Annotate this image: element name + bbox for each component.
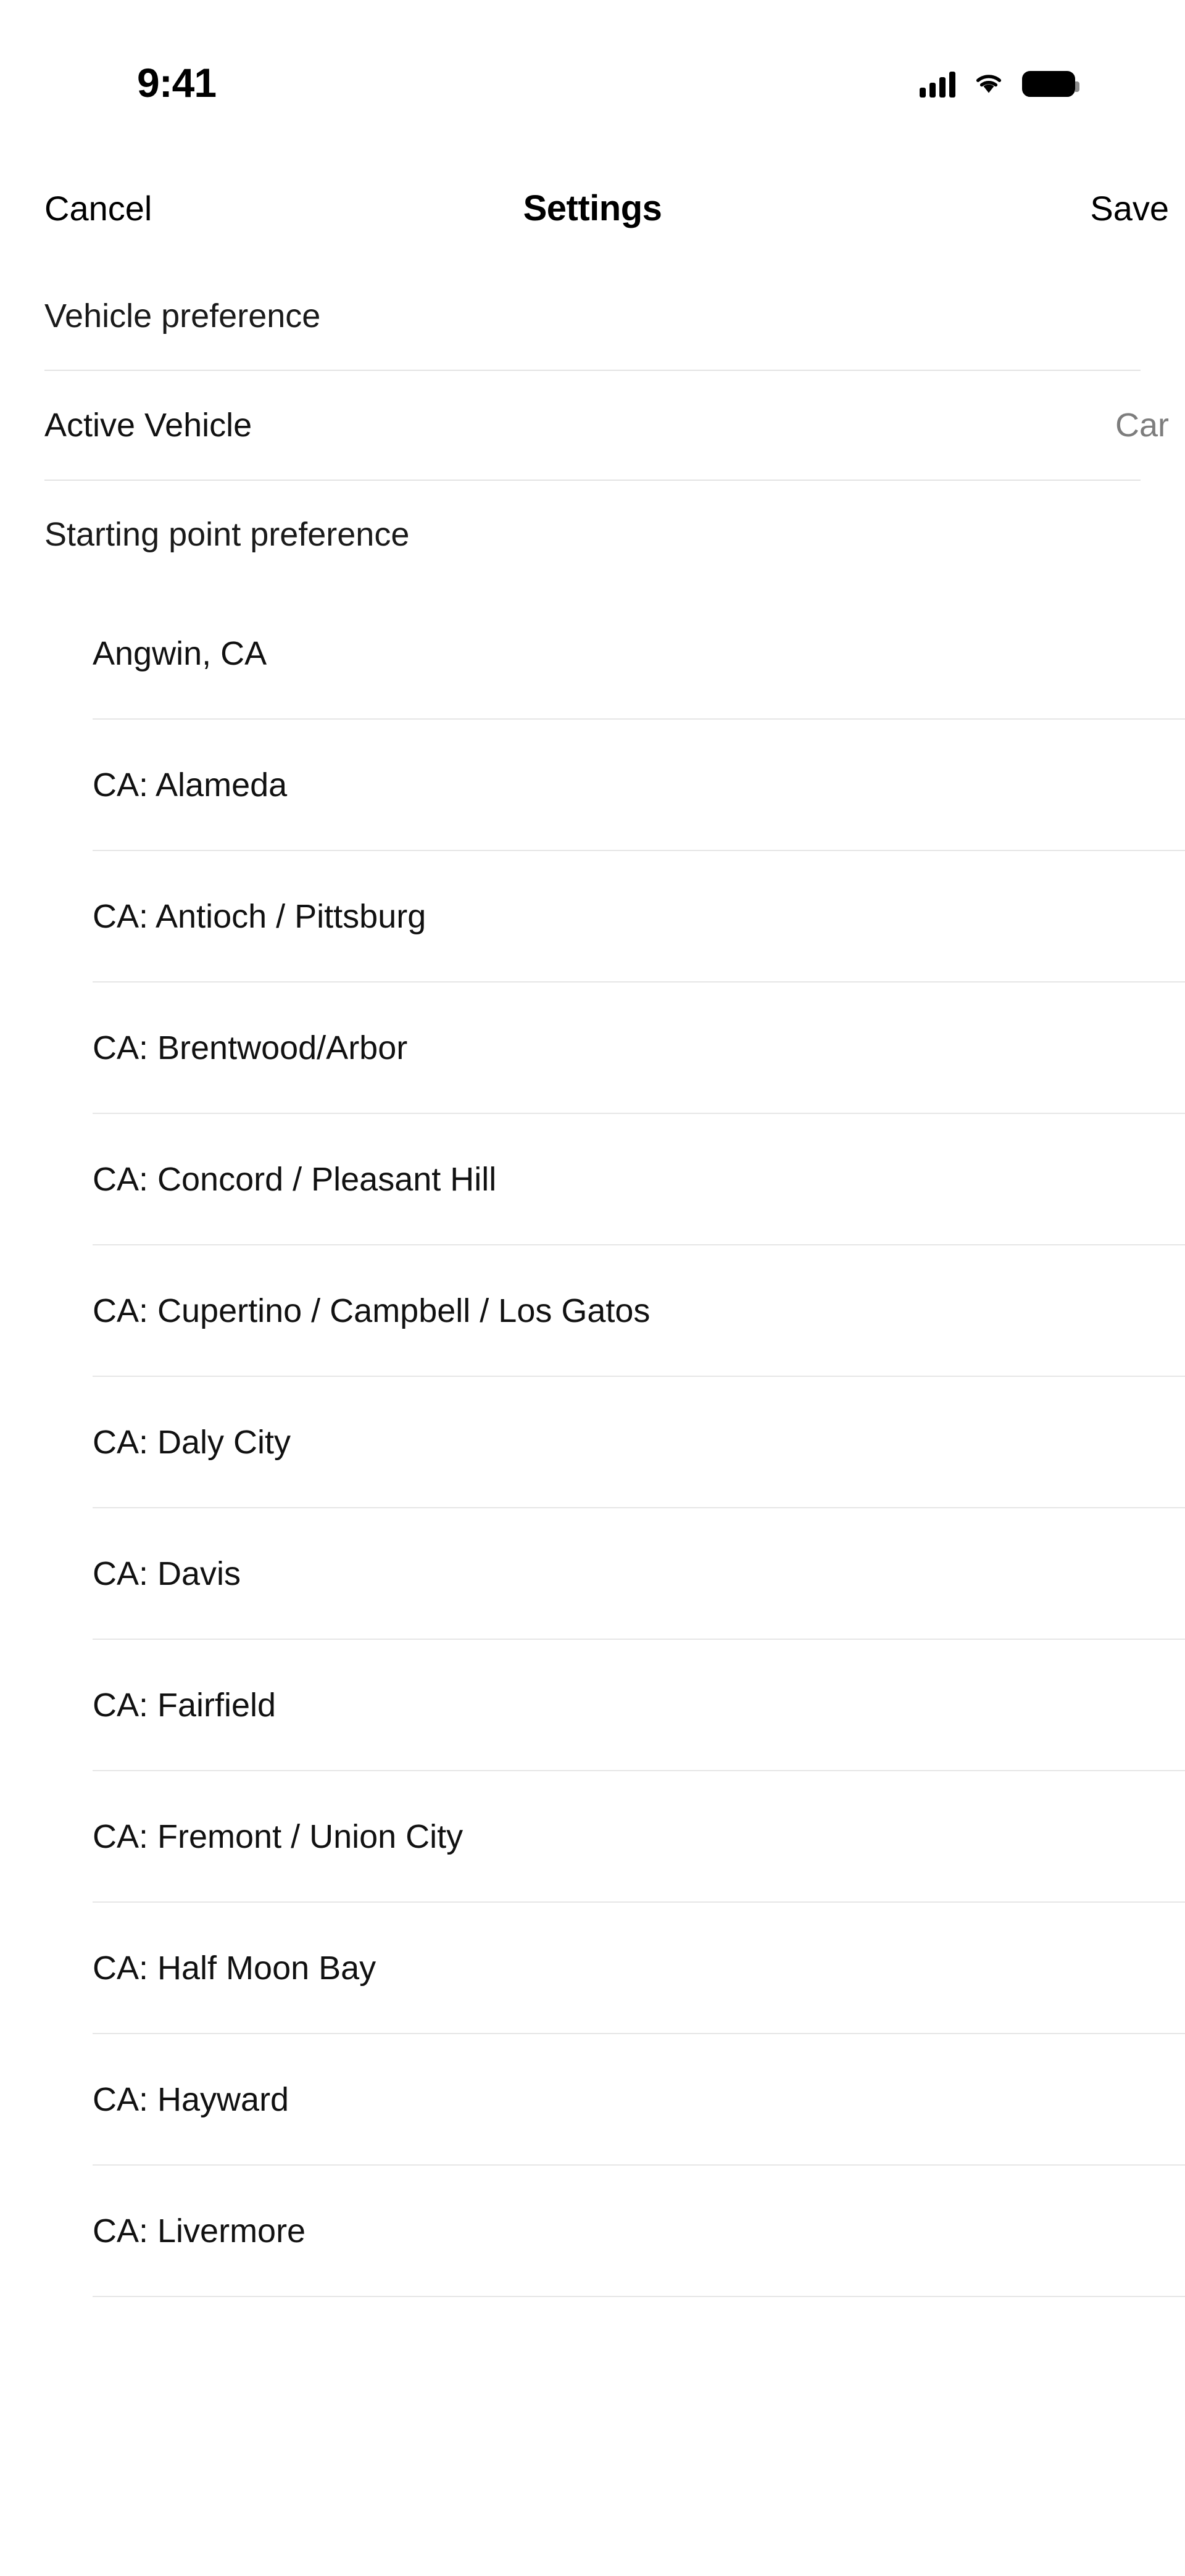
row-active-vehicle-value: Car (1115, 407, 1169, 444)
list-item[interactable]: CA: Fairfield (93, 1686, 276, 1724)
divider (93, 2296, 1185, 2297)
list-item[interactable]: CA: Half Moon Bay (93, 1949, 376, 1987)
list-item[interactable]: CA: Livermore (93, 2212, 306, 2250)
list-item[interactable]: CA: Brentwood/Arbor (93, 1029, 408, 1066)
list-item[interactable]: CA: Cupertino / Campbell / Los Gatos (93, 1292, 651, 1329)
save-button[interactable]: Save (1090, 189, 1169, 228)
battery-fill (1025, 74, 1072, 94)
list-item[interactable]: CA: Antioch / Pittsburg (93, 897, 426, 935)
list-item[interactable]: CA: Alameda (93, 766, 288, 804)
wifi-icon (973, 70, 1005, 98)
list-item[interactable]: Angwin, CA (93, 634, 267, 672)
status-bar (0, 0, 1185, 154)
section-header-vehicle-preference: Vehicle preference (44, 297, 321, 334)
status-icons (920, 70, 1075, 98)
section-header-starting-point-preference: Starting point preference (44, 516, 410, 553)
battery-icon (1022, 71, 1075, 97)
row-active-vehicle[interactable] (0, 371, 1185, 480)
cancel-button[interactable]: Cancel (44, 189, 152, 228)
page-title: Settings (523, 188, 662, 228)
list-item[interactable]: CA: Fremont / Union City (93, 1818, 464, 1855)
list-item[interactable]: CA: Hayward (93, 2080, 289, 2118)
list-item[interactable]: CA: Daly City (93, 1423, 291, 1461)
navigation-bar (0, 154, 1185, 262)
list-item[interactable]: CA: Concord / Pleasant Hill (93, 1160, 497, 1198)
cellular-signal-icon (920, 70, 955, 98)
starting-point-list (0, 588, 1185, 2297)
status-time: 9:41 (137, 60, 217, 106)
row-active-vehicle-label: Active Vehicle (44, 407, 252, 444)
list-item[interactable]: CA: Davis (93, 1555, 241, 1592)
